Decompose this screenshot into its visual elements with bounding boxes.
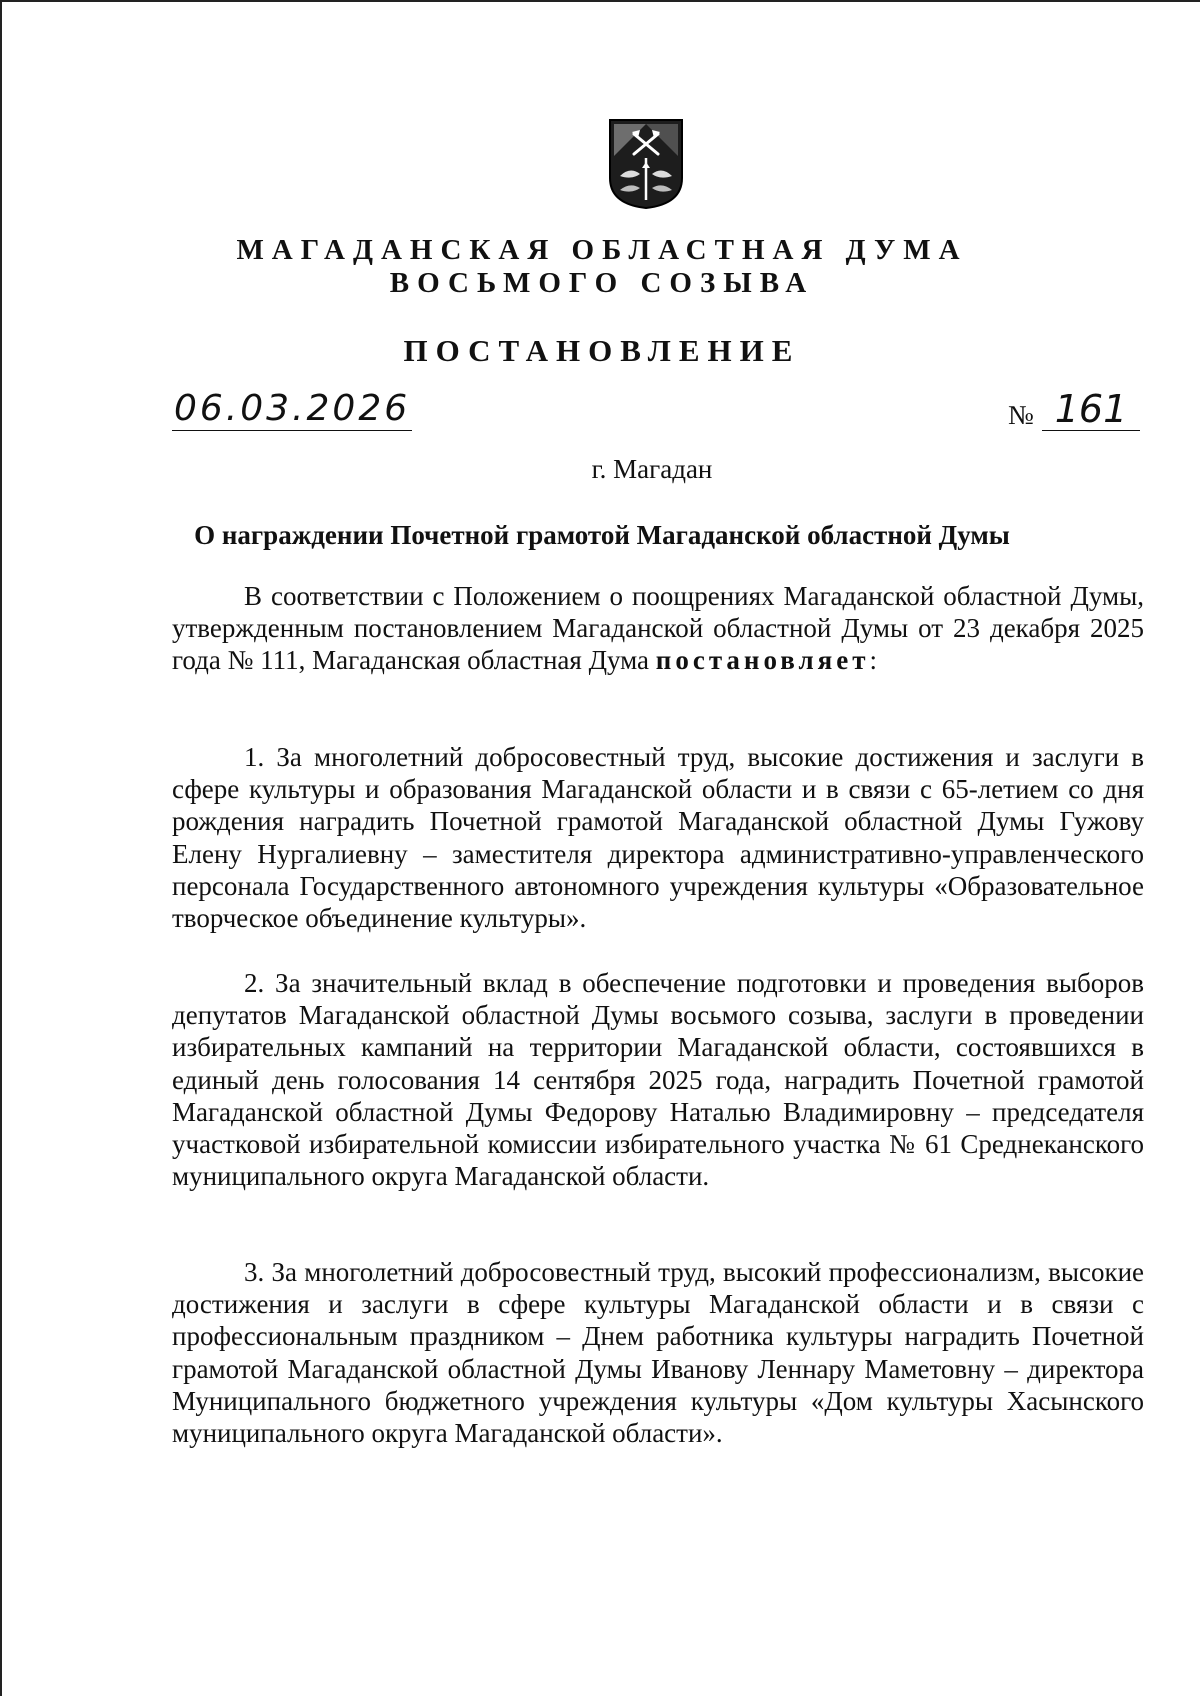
document-type: ПОСТАНОВЛЕНИЕ (403, 333, 801, 368)
document-number: 161 (1042, 388, 1140, 431)
document-title: О награждении Почетной грамотой Магаданской областной Думы (194, 520, 1010, 550)
resolves-word: постановляет (655, 645, 870, 676)
resolves-colon: : (869, 645, 878, 676)
number-prefix: № (1008, 400, 1034, 430)
resolution-item-3: 3. За многолетний добросовестный труд, высокий профессионализм, высокие достижения и заслуги в сфере культуры Магаданской области и в связи с профессиональным праздником – Днем работника культуры наградить Почетной грамотой Магаданской областной Думы Иванову Леннару Маметовну – директора Муниципального бюджетного учреждения культуры «Дом культуры Хасынского муниципального округа Магаданской области». (172, 1257, 1144, 1449)
preamble-paragraph (172, 580, 1144, 677)
convocation: ВОСЬМОГО СОЗЫВА (389, 267, 815, 299)
resolution-item-2: 2. За значительный вклад в обеспечение подготовки и проведения выборов депутатов Магаданской областной Думы восьмого созыва, заслуги в проведении избирательных кампаний на территории Магаданской области, состоявшихся в единый день голосования 14 сентября 2025 года, наградить Почетной грамотой Магаданской областной Думы Федорову Наталью Владимировну – председателя участковой избирательной комиссии избирательного участка № 61 Среднеканского муниципального округа Магаданской области. (172, 968, 1144, 1192)
document-date: 06.03.2026 (174, 388, 411, 429)
city: г. Магадан (591, 454, 713, 484)
resolution-item-1: 1. За многолетний добросовестный труд, высокие достижения и заслуги в сфере культуры и образования Магаданской области и в связи с 65-летием со дня рождения наградить Почетной грамотой Магаданской областной Думы Гужову Елену Нургалиевну – заместителя директора административно-управленческого персонала Государственного автономного учреждения культуры «Образовательное творческое объединение культуры». (172, 742, 1144, 934)
coat-of-arms-icon (606, 116, 686, 210)
preamble-text: В соответствии с Положением о поощрениях Магаданской областной Думы, утвержденным постановлением Магаданской областной Думы от 23 декабря 2025 года № 111, Магаданская областная Дума (172, 581, 1144, 676)
organization-name: МАГАДАНСКАЯ ОБЛАСТНАЯ ДУМА (236, 234, 968, 266)
